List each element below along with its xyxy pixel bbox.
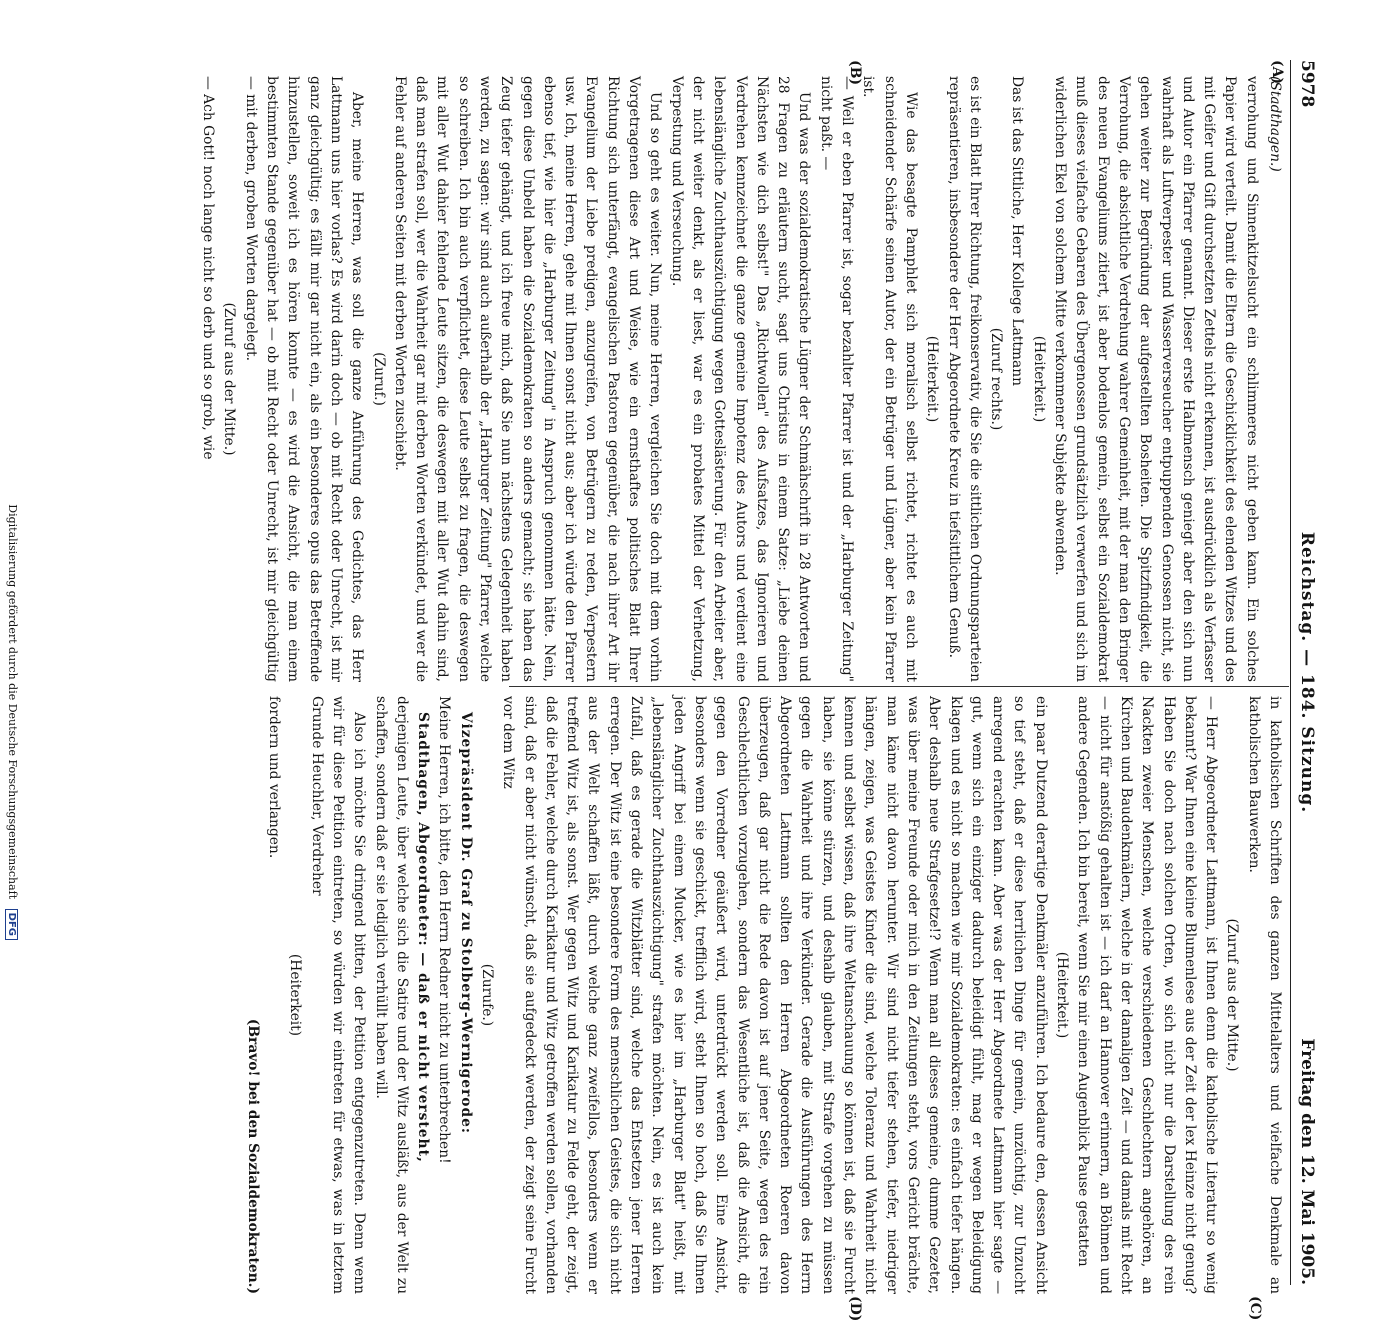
interjection: (Heiterkeit.) <box>1030 335 1047 423</box>
footer-text: Digitalisierung gefördert durch die Deutsche Forschungsgemeinschaft <box>6 504 19 900</box>
session-title: Reichstag. — 184. Sitzung. <box>1297 531 1317 814</box>
president-name: Vizepräsident Dr. Graf zu Stolberg-Wernigerode: <box>457 712 474 1134</box>
paragraph: es ist ein Blatt Ihrer Richtung, freikonservativ, die Sie die sittlichen Ordnungsparteien repräsentieren, insbesondere der Herr Abgeordnete Kreuz in tiefsittlichem Genuß. <box>945 76 983 682</box>
left-column <box>197 76 1285 682</box>
margin-mark-d: (D) <box>847 1296 863 1321</box>
interjection: (Zuruf aus der Mitte.) <box>221 302 238 456</box>
paragraph: — Ach Gott! noch lange nicht so derb und so grob, wie <box>200 76 217 460</box>
interjection: (Heiterkeit.) <box>924 335 941 423</box>
interjection: (Heiterkeit) <box>287 953 304 1037</box>
paragraph: — Herr Abgeordneter Lattmann, ist Ihnen denn die katholische Literatur so wenig bekannt? War Ihnen eine kleine Blumenlese aus der Zeit der lex Heinze nicht genug? Haben Sie doch nach solchen Orten, wo sich nicht nur die Darstellung des rein Nackten zweier Menschen, welche verschiedenen Geschlechtern angehören, an Kirchen und Baudenkmälern, welche in der damaligen Zeit — und damals mit Recht — nicht für anstößig gehalten ist — ich darf an Hannover erinnern, an Böhmen und andere Gegenden. Ich bin bereit, wenn Sie mir einen Augenblick Pause gestatten <box>1075 696 1220 1294</box>
interjection: (Zurufe.) <box>479 963 496 1027</box>
dfg-logo: DFG <box>5 909 18 940</box>
page-number: 5978 <box>1297 60 1317 108</box>
interjection: (Zuruf aus der Mitte.) <box>1224 918 1241 1072</box>
speaker-resume <box>412 696 433 1294</box>
paragraph: Das ist das Sittliche, Herr Kollege Lattmann <box>1009 76 1026 386</box>
paragraph: ein paar Dutzend derartige Denkmäler anzuführen. Ich bedaure den, dessen Ansicht so tief steht, daß er diese herrlichen Dinge für gemein, unzüchtig, zur Unzucht anregend erachten kann. Aber was der Herr Abgeordnete Lattmann hier sagte — gut, wenn sich ein einziger dadurch beleidigt fühlt, mag er wegen Beleidigung klagen und es nicht so machen wie mir Sozialdemokraten: es einfach tiefer hängen. Aber deshalb neue Strafgesetze!? Wenn man all dieses gemeine, dumme Gezeter, was über meine Freunde oder mich in den Zeitungen steht, vors Gericht brächte, man käme nicht davon herunter. Wir sind nicht tiefer stehen, tiefer, niedriger hängen, zeigen, was Geistes Kinder die sind, welche Toleranz und Wahrheit nicht kennen und selbst wissen, daß ihre Weltanschauung so können ist, daß sie Furcht haben, sie könne stürzen, und deshalb glauben, mit Strafe vorgehen zu müssen gegen die Wahrheit und ihre Verkünder. Gerade die Ausführungen des Herrn Abgeordneten Lattmann sollten den Herren Abgeordneten Roeren davon überzeugen, daß gar nicht die Rede davon ist auf jener Seite, wegen des rein Geschlechtlichen vorzugehen, sondern das Wesentliche ist, daß die Ansicht, die gegen den Vorredner geäußert wird, unterdrückt werden soll. Eine Ansicht, besonders wenn sie geschickt, trefflich wird, steht Ihnen so hoch, daß Sie Ihnen jeden Angriff bei einem Mucker, wie es hier im „Harburger Blatt" heißt, mit „lebenslänglicher Zuchthauszüchtigung" strafen möchten. Nein, es ist auch kein Zufall, daß es gerade die Witzblätter sind, welche das Entsetzen jener Herren erregen. Der Witz ist eine besondere Form des menschlichen Geistes, die sich nicht aus der Welt schaffen läßt, durch welche ganz zweifellos, besonders wenn er treffend Witz ist, als sonst. Wer gegen Witz und Karikatur zu Felde geht, der zeigt, daß die Fehler, welche durch Karikatur und Witz getroffen werden sollen, vorhanden sind, daß er aber nicht wünscht, daß sie aufgedeckt werden, der zeigt seine Furcht vor dem Witz <box>500 696 1049 1294</box>
interjection: (Zuruf rechts.) <box>988 327 1005 431</box>
paragraph: Also ich möchte Sie dringend bitten, der Petition entgegenzutreten. Denn wenn wir für diese Petition eintreten, so würden wir eintreten für etwas, was in letztem Grunde Heuchler, Verdreher <box>308 696 368 1294</box>
session-date: Freitag den 12. Mai 1905. <box>1297 1038 1317 1285</box>
paragraph: Meine Herren, ich bitte, den Herrn Redner nicht zu unterbrechen! <box>436 696 453 1164</box>
digitization-footer <box>5 200 19 940</box>
president-intro <box>454 696 475 1294</box>
paragraph: Und was der sozialdemokratische Lügner der Schmähschrift in 28 Antworten und 28 Fragen zu erläutern sucht, sagt uns Christus in einem Satze: „Liebe deinen Nächsten wie dich selbst!" Das „Richtwollen" des Aufsatzes, das Ignorieren und Verdrehen kennzeichnet die ganze gemeine Impotenz des Autors und verdient eine lebenslängliche Zuchthauszüchtigung wegen Gotteslästerung. Für den Arbeiter aber, der nicht weiter denkt, als er liest, war es ein probates Mittel der Verhetzung, Verpestung und Verseuchung. <box>668 76 813 682</box>
paragraph: derjenigen Leute, über welche sich die Satire und der Witz ausläßt, aus der Welt zu schaffen, sondern daß er sie lediglich verhüllt haben will. <box>372 696 410 1294</box>
paragraph: verrohung und Sinnenkitzelsucht ein schlimmeres nicht geben kann. Ein solches Papier wird verteilt. Damit die Eltern die Geschicklichkeit des elenden Witzes und des mit Geifer und Gift durchsetzten Zettels nicht erkennen, ist ausdrücklich als Verfasser und Autor ein Pfarrer genannt. Dieser erste Halbmensch geniegt aber den sich nun wahrhaft als Luftverpester und Wasserverseucher entpuppenden Genossen nicht, sie gehen weiter zur Begründung der aufgestellten Bosheiten. Die Spitzfindigkeit, die Verrohung, die absichtliche Verdrehung wahrer Gemeinheit, mit der man den Bringer des neuen Evangeliums zitiert, ist aber bodenlos gemein, selbst ein Sozialdemokrat muß dieses vielfache Gebaren des Übergenossen grundsätzlich verwerfen und sich im widerlichen Ekel von solchem Mitte verkommener Subjekte abwenden. <box>1052 76 1260 682</box>
interjection: (Bravo! bei den Sozialdemokraten.) <box>244 1018 261 1294</box>
header-rule <box>1290 60 1291 1285</box>
paragraph: Wie das besagte Pamphlet sich moralisch selbst richtet, richtet es auch mit schneidender Schärfe seinen Autor, der ein Betrüger und Lügner, aber kein Pfarrer ist. <box>860 76 919 682</box>
margin-mark-a: (A) <box>1269 60 1285 85</box>
paragraph: — Weil er eben Pfarrer ist, sogar bezahlter Pfarrer ist und der „Harburger Zeitung" nicht paßt. — <box>817 76 856 682</box>
paragraph: in katholischen Schriften des ganzen Mittelalters und vielfache Denkmale an katholischen Bauwerken. <box>1245 696 1283 1294</box>
margin-mark-c: (C) <box>1247 1296 1263 1321</box>
right-column <box>241 696 1285 1294</box>
paragraph: fordern und verlangen. <box>266 696 283 859</box>
speaker-name: Stadthagen, Abgeordneter: — daß er nicht versteht, <box>415 712 432 1163</box>
interjection: (Heiterkeit.) <box>1054 951 1071 1039</box>
speaker-head: (Stadthagen.) <box>1267 76 1283 172</box>
page-header <box>1293 60 1319 1285</box>
interjection: (Zuruf.) <box>370 352 387 406</box>
margin-mark-b: (B) <box>847 60 863 86</box>
paragraph: Und so geht es weiter. Nun, meine Herren, vergleichen Sie doch mit dem vorhin Vorgetragenen diese Art und Weise, wie ein ernsthaftes politisches Blatt Ihrer Richtung sich unterfängt, evangelischen Pastoren gegenüber, die nach ihrer Art ihr Evangelium der Liebe predigen, anzugreifen, von Betrügern zu reden, Verpestern usw. Ich, meine Herren, gehe mit Ihnen sonst nicht aus; aber ich würde den Pfarrer ebenso tief, wie hier die „Harburger Zeitung" in Anspruch genommen hätte. Nein, gegen diese Unbeld haben die Sozialdemokraten so anders gemacht; sie haben das Zeug tiefer gehängt, und ich freue mich, daß Sie nun nächstens Gelegenheit haben werden, zu sagen: wir sind auch außerhalb der „Harburger Zeitung" Pfarrer, welche so schreiben. Ich bin auch verpflichtet, diese Leute selbst zu fragen, die deswegen mit aller Wut dahier fehlende Leute sitzen, die deswegen mit aller Wut dahin sind, daß man strafen soll, wer die Wahrheit gar mit derben Worten verkündet, und wer die Fehler auf anderen Seiten mit derben Worten zuschiebt. <box>391 76 664 682</box>
paragraph: Aber, meine Herren, was soll die ganze Anführung des Gedichtes, das Herr Lattmann uns hier vorlas? Es wird darin doch — ob mit Recht oder Unrecht, ist mir ganz gleichgültig; es fällt mir gar nicht ein, als ein besonderes opus das Betreffende hinzustellen, soweit ich es hören konnte — es wird die Ansicht, die man einem bestimmten Stande gegenüber hat — ob mit Recht oder Unrecht, ist mir gleichgültig — mit derben, groben Worten dargelegt. <box>242 76 366 682</box>
column-divider <box>509 686 1289 687</box>
